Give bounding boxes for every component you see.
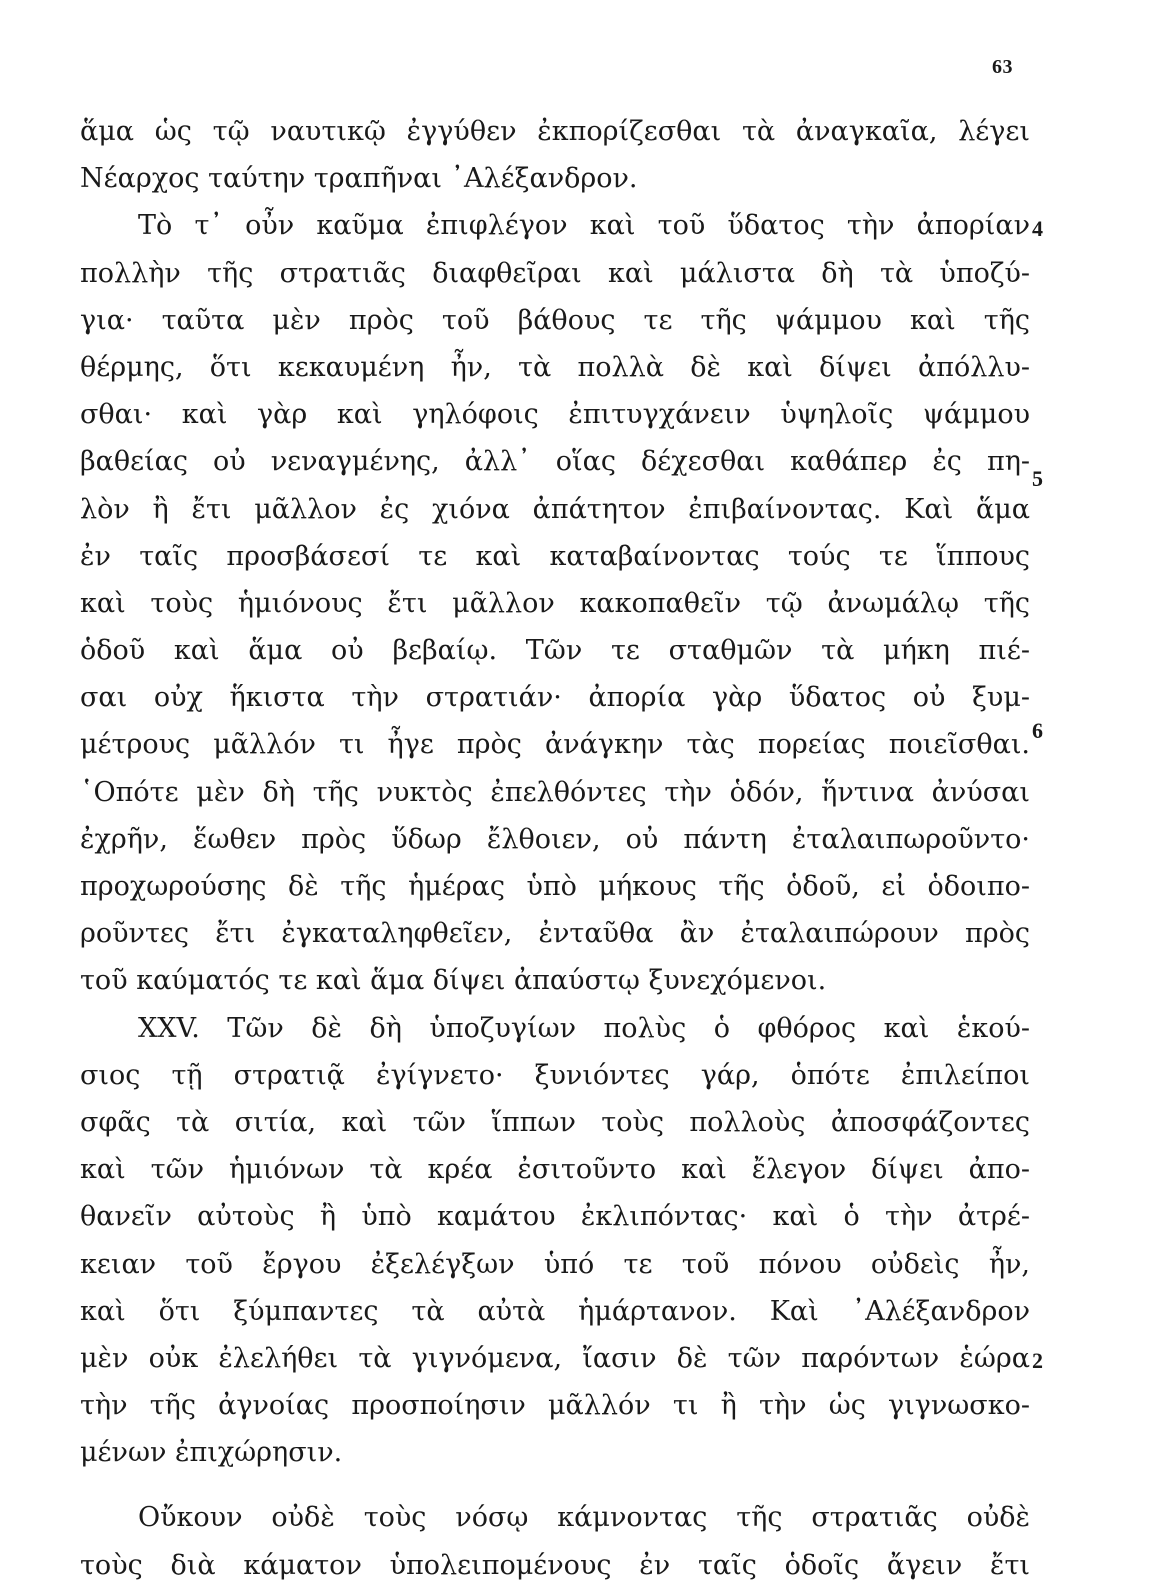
text-line: μένων ἐπιχώρησιν. [80,1437,343,1469]
text-line: για· ταῦτα μὲν πρὸς τοῦ βάθους τε τῆς ψάμμου καὶ τῆς [80,304,1030,336]
text-line: θανεῖν αὐτοὺς ἢ ὑπὸ καμάτου ἐκλιπόντας· καὶ ὁ τὴν ἀτρέ- [80,1201,1030,1233]
text-line: λὸν ἢ ἔτι μᾶλλον ἐς χιόνα ἀπάτητον ἐπιβαίνοντας. Καὶ ἅμα [80,493,1030,525]
main-text [80,108,1030,1589]
text-line: σθαι· καὶ γὰρ καὶ γηλόφοις ἐπιτυγχάνειν ὑψηλοῖς ψάμμου [80,399,1030,431]
text-line: βαθείας οὐ νεναγμένης, ἀλλ᾿ οἵας δέχεσθαι καθάπερ ἐς πη- [80,446,1030,478]
text-line: Τὸ τ᾿ οὖν καῦμα ἐπιφλέγον καὶ τοῦ ὕδατος τὴν ἀπορίαν [138,210,1030,242]
section-number: 5 [1032,466,1043,491]
text-line: προχωρούσης δὲ τῆς ἡμέρας ὑπὸ μήκους τῆς ὁδοῦ, εἰ ὁδοιπο- [80,871,1030,902]
section-number: 4 [1032,216,1043,241]
text-line: κειαν τοῦ ἔργου ἐξελέγξων ὑπό τε τοῦ πόνου οὐδεὶς ἦν, [80,1248,1030,1280]
text-line: ῾Οπότε μὲν δὴ τῆς νυκτὸς ἐπελθόντες τὴν ὁδόν, ἥντινα ἀνύσαι [80,776,1030,808]
section-number: 2 [1032,1348,1043,1373]
text-line: Νέαρχος ταύτην τραπῆναι ᾿Αλέξανδρον. [80,163,638,195]
text-line: τοὺς διὰ κάματον ὑπολειπομένους ἐν ταῖς ὁδοῖς ἄγειν ἔτι [80,1549,1030,1581]
section-number: 6 [1032,718,1043,743]
text-line: πολλὴν τῆς στρατιᾶς διαφθεῖραι καὶ μάλιστα δὴ τὰ ὑποζύ- [80,257,1030,289]
text-line: ἐχρῆν, ἕωθεν πρὸς ὕδωρ ἔλθοιεν, οὐ πάντη ἐταλαιπωροῦντο· [80,823,1030,855]
text-line: καὶ τοὺς ἡμιόνους ἔτι μᾶλλον κακοπαθεῖν τῷ ἀνωμάλῳ τῆς [80,587,1030,619]
chapter-line: XXV. Τῶν δὲ δὴ ὑποζυγίων πολὺς ὁ φθόρος καὶ ἑκού- [138,1012,1030,1044]
text-line: θέρμης, ὅτι κεκαυμένη ἦν, τὰ πολλὰ δὲ καὶ δίψει ἀπόλλυ- [80,351,1030,383]
text-line: ἐν ταῖς προσβάσεσί τε καὶ καταβαίνοντας τούς τε ἵππους [80,540,1030,572]
text-line: μέτρους μᾶλλόν τι ἦγε πρὸς ἀνάγκην τὰς πορείας ποιεῖσθαι. [80,729,1030,761]
text-line: καὶ τῶν ἡμιόνων τὰ κρέα ἐσιτοῦντο καὶ ἔλεγον δίψει ἀπο- [80,1154,1030,1186]
text-line: μὲν οὐκ ἐλελήθει τὰ γιγνόμενα, ἴασιν δὲ τῶν παρόντων ἑώρα [80,1342,1030,1374]
page-number: 63 [992,56,1013,78]
text-line: ὁδοῦ καὶ ἅμα οὐ βεβαίῳ. Τῶν τε σταθμῶν τὰ μήκη πιέ- [80,635,1030,667]
text-line: σιος τῇ στρατιᾷ ἐγίγνετο· ξυνιόντες γάρ, ὁπότε ἐπιλείποι [80,1059,1030,1091]
text-line: σφᾶς τὰ σιτία, καὶ τῶν ἵππων τοὺς πολλοὺς ἀποσφάζοντες [80,1106,1030,1138]
text-line: τὴν τῆς ἀγνοίας προσποίησιν μᾶλλόν τι ἢ τὴν ὡς γιγνωσκο- [80,1390,1030,1422]
text-line: τοῦ καύματός τε καὶ ἅμα δίψει ἀπαύστῳ ξυνεχόμενοι. [80,965,827,997]
text-line: ἅμα ὡς τῷ ναυτικῷ ἐγγύθεν ἐκπορίζεσθαι τὰ ἀναγκαῖα, λέγει [80,116,1030,147]
text-line: Οὔκουν οὐδὲ τοὺς νόσῳ κάμνοντας τῆς στρατιᾶς οὐδὲ [138,1502,1030,1534]
text-line: καὶ ὅτι ξύμπαντες τὰ αὐτὰ ἡμάρτανον. Καὶ ᾿Αλέξανδρον [80,1295,1030,1327]
text-line: σαι οὐχ ἥκιστα τὴν στρατιάν· ἀπορία γὰρ ὕδατος οὐ ξυμ- [80,682,1030,714]
text-line: ροῦντες ἔτι ἐγκαταληφθεῖεν, ἐνταῦθα ἂν ἐταλαιπώρουν πρὸς [80,918,1030,950]
